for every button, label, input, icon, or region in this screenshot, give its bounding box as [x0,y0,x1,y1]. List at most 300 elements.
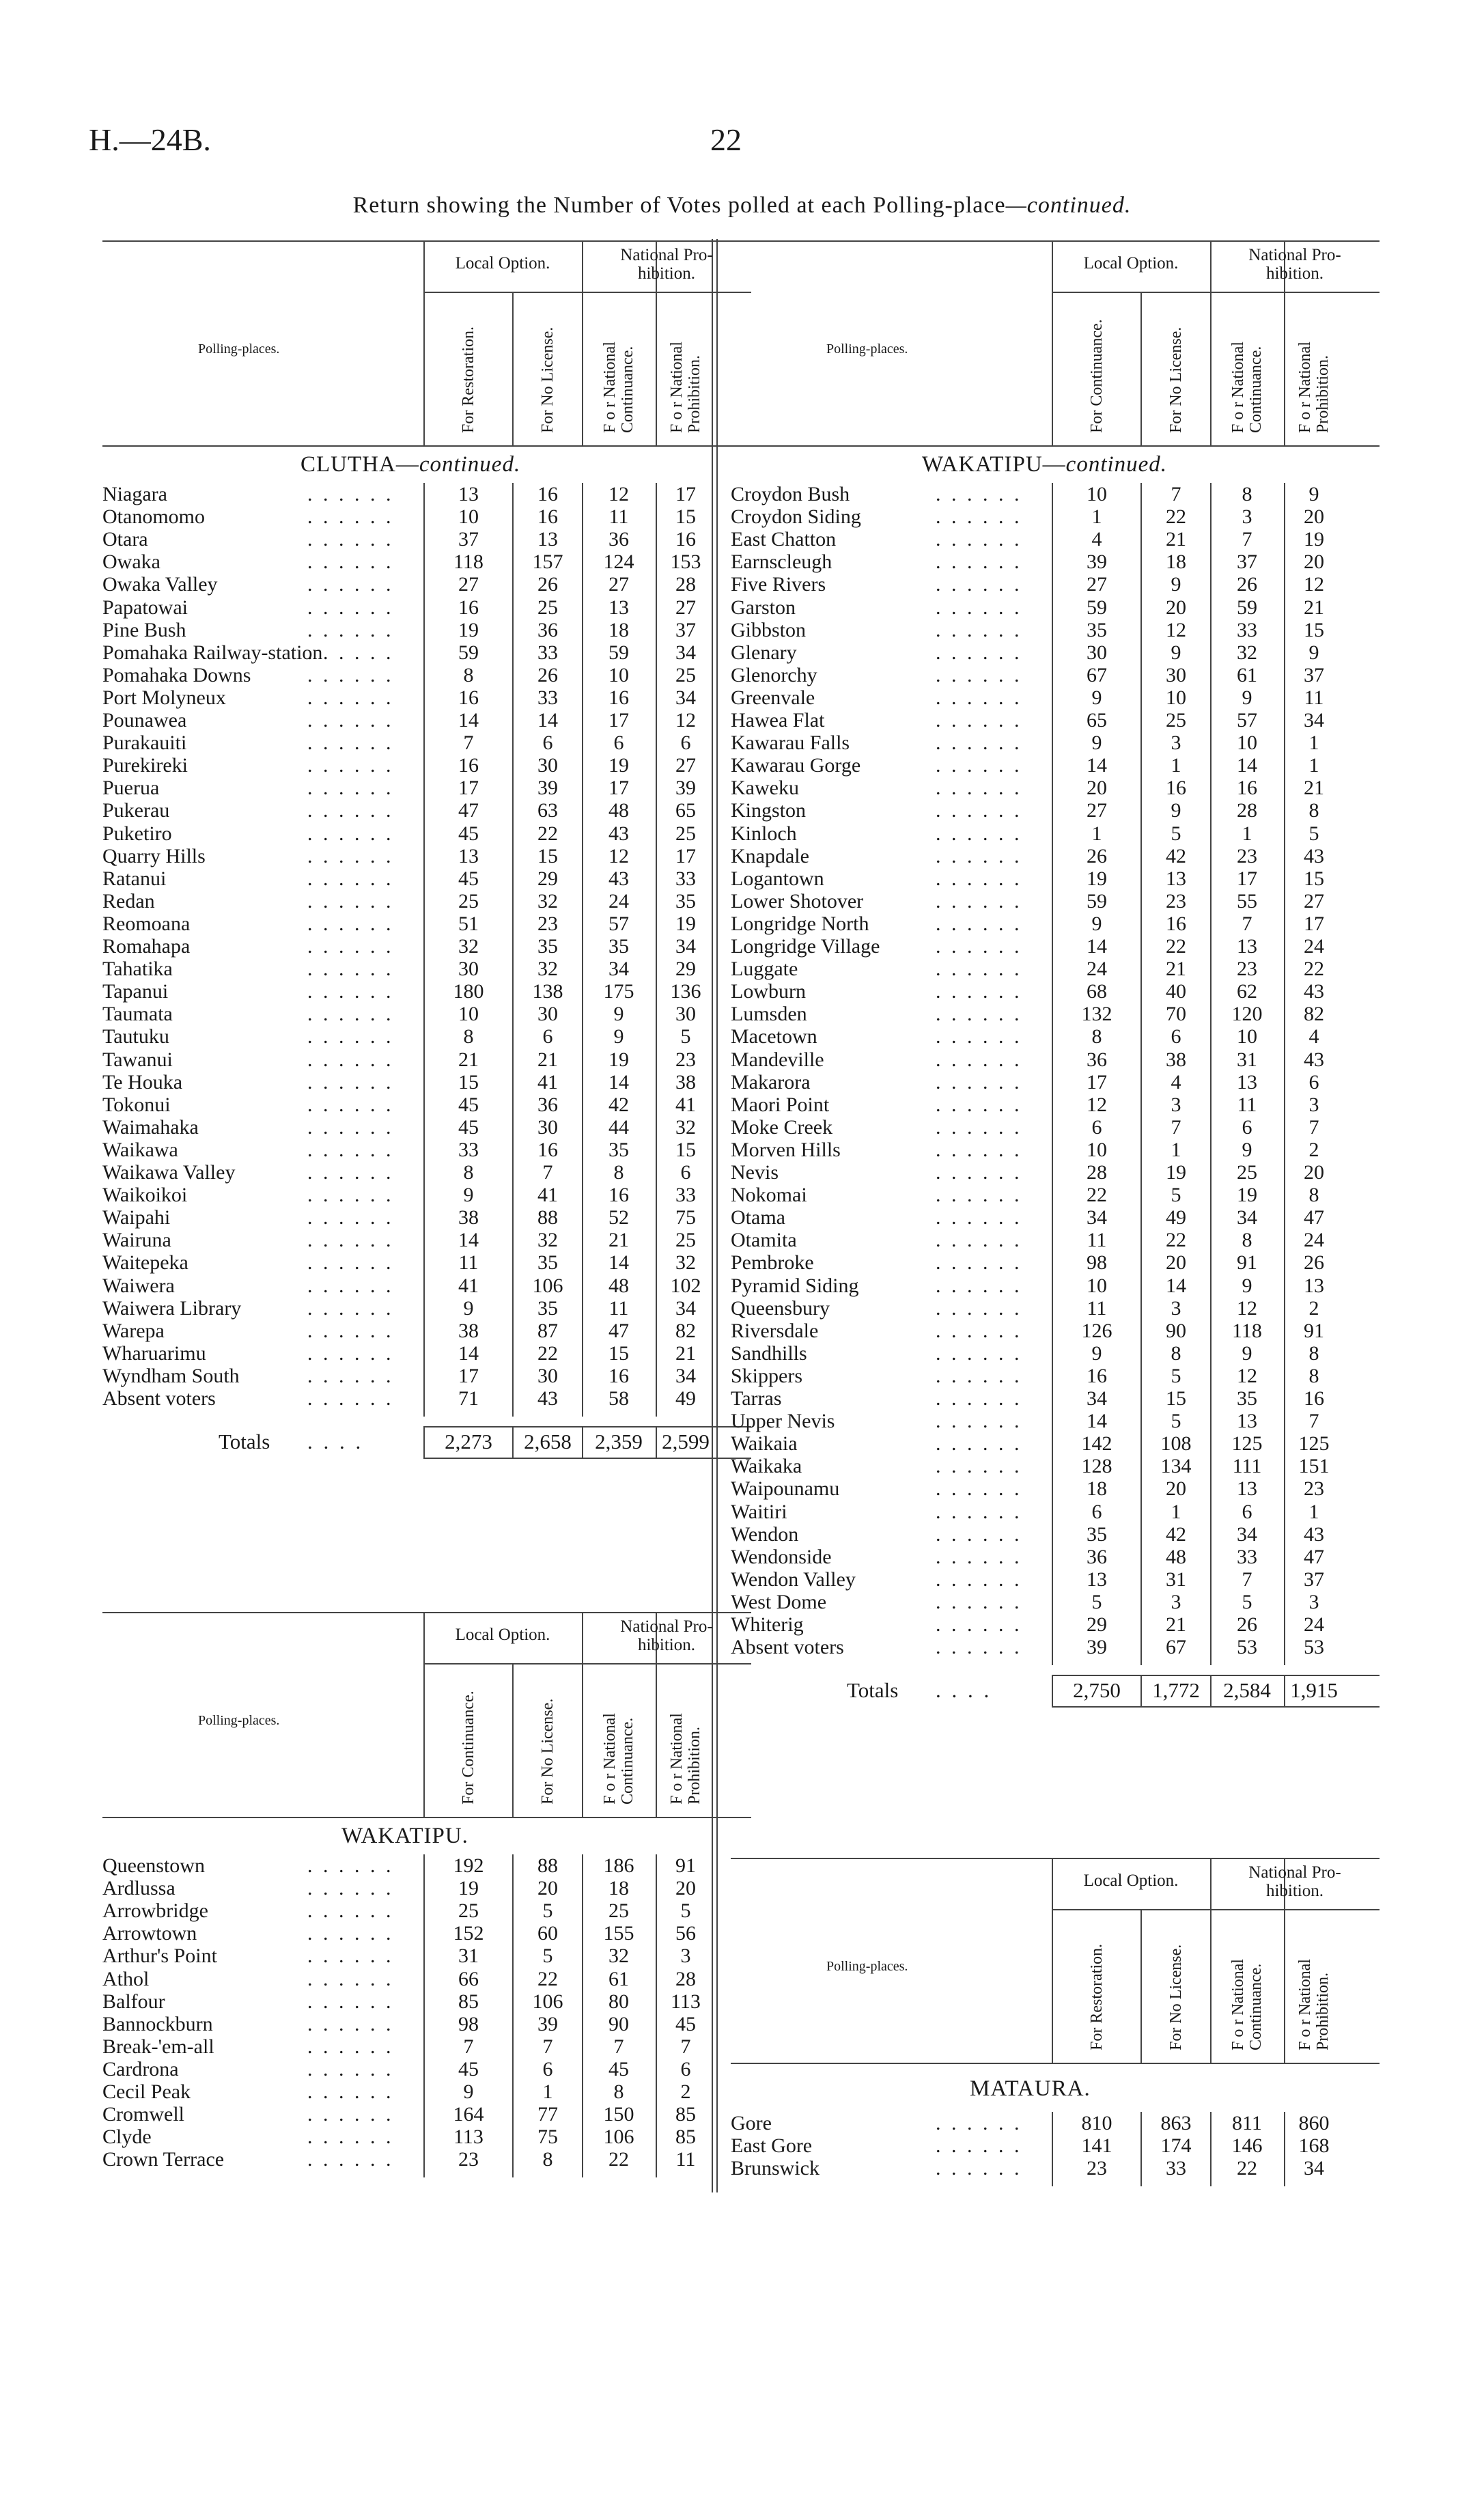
vote-count: 1 [1091,505,1102,529]
vote-count: 8 [1171,1341,1181,1365]
vote-count: 125 [1231,1432,1263,1456]
polling-place-name: Croydon Bush [731,483,850,505]
polling-place-name: Greenvale [731,686,815,709]
polling-place-name: Upper Nevis [731,1410,835,1433]
vote-count: 6 [1242,1500,1252,1523]
vote-count: 17 [675,844,696,867]
table-row [731,528,1380,551]
leader-dots: . . . . . . [307,935,394,958]
national-prohibition-col-heading-text: F o r National Prohibition. [1296,342,1332,433]
vote-count: 33 [675,867,696,890]
vote-count: 48 [608,799,629,822]
leader-dots: . . . . . . [936,2157,1022,2180]
national-prohibition-heading: National Pro- hibition. [1248,246,1341,283]
vote-count: 6 [1308,1070,1319,1094]
header-column-rule [1140,1909,1142,2063]
vote-count: 39 [675,777,696,800]
polling-place-name: Owaka Valley [102,573,218,596]
table-row [102,573,751,596]
vote-count: 20 [1166,1251,1186,1275]
totals-label: Totals [847,1678,899,1703]
vote-count: 32 [675,1251,696,1275]
table-row [102,1945,751,1967]
totals-top-rule [1052,1675,1380,1676]
vote-count: 3 [1171,1093,1181,1116]
vote-count: 41 [675,1093,696,1116]
vote-count: 59 [608,641,629,664]
vote-count: 2 [1308,1296,1319,1320]
polling-place-name: Athol [102,1967,150,1990]
vote-count: 175 [603,980,634,1003]
leader-dots: . . . . . . [936,822,1022,845]
polling-place-name: Port Molyneux [102,686,226,709]
vote-count: 9 [1308,641,1319,664]
table-row [102,483,751,505]
vote-count: 30 [537,1364,558,1387]
polling-place-name: Tokonui [102,1093,171,1116]
totals-column-rule [512,1426,514,1458]
vote-count: 3 [680,1945,691,1968]
vote-count: 113 [453,2126,484,2149]
vote-count: 15 [1304,867,1324,890]
table-row [102,799,751,822]
table-row [731,1025,1380,1048]
leader-dots: . . . . . . [307,2057,394,2080]
leader-dots: . . . . . . [307,1184,394,1207]
polling-place-name: Tautuku [102,1025,169,1048]
vote-count: 1 [1171,1500,1181,1523]
vote-count: 82 [675,1319,696,1342]
vote-count: 7 [1171,483,1181,505]
vote-count: 19 [458,618,479,641]
total-count: 2,273 [445,1430,492,1454]
vote-count: 91 [675,1854,696,1877]
vote-count: 35 [608,935,629,958]
polling-place-name: Pukerau [102,799,170,822]
table-row [731,1161,1380,1184]
vote-count: 24 [1304,935,1324,958]
table-row [731,1094,1380,1116]
vote-count: 14 [608,1251,629,1275]
vote-count: 10 [1087,483,1107,505]
table-row [102,1139,751,1161]
total-count: 2,359 [595,1430,643,1454]
vote-count: 59 [1087,596,1107,619]
table-row [731,1116,1380,1139]
table-row [731,619,1380,641]
polling-place-name: Wendonside [731,1545,832,1568]
vote-count: 38 [675,1070,696,1094]
vote-count: 810 [1081,2112,1112,2134]
polling-place-name: Arrowbridge [102,1899,208,1923]
vote-count: 41 [537,1184,558,1207]
table-row [102,958,751,980]
vote-count: 6 [680,732,691,755]
vote-count: 6 [1171,1025,1181,1048]
leader-dots: . . . . . . [307,1341,394,1365]
vote-count: 14 [1087,1410,1107,1433]
polling-place-name: Wyndham South [102,1364,240,1387]
vote-count: 16 [608,686,629,709]
national-prohibition-heading: National Pro- hibition. [620,246,713,283]
vote-count: 8 [1308,799,1319,822]
vote-count: 20 [1304,505,1324,529]
vote-count: 28 [1087,1161,1107,1184]
polling-place-name: Waikaia [731,1432,798,1456]
vote-count: 34 [1087,1206,1107,1229]
leader-dots: . . . . . . [307,1025,394,1048]
polling-place-name: Gore [731,2112,772,2134]
leader-dots: . . . . . . [307,1093,394,1116]
table-row [102,1048,751,1071]
vote-count: 34 [1304,709,1324,732]
vote-count: 42 [1166,1522,1186,1546]
vote-count: 23 [1237,958,1257,981]
vote-count: 1 [1308,732,1319,755]
vote-count: 9 [613,1025,624,1048]
vote-count: 66 [458,1967,479,1990]
vote-count: 24 [1087,958,1107,981]
leader-dots: . . . . . . [307,641,394,664]
vote-count: 35 [1087,618,1107,641]
vote-count: 9 [1091,686,1102,709]
vote-count: 21 [608,1229,629,1252]
vote-count: 150 [603,2103,634,2126]
vote-count: 35 [608,1138,629,1161]
vote-count: 9 [1242,686,1252,709]
body-column-rule [1052,483,1053,1665]
vote-count: 13 [1237,1477,1257,1501]
vote-count: 30 [1166,663,1186,686]
leader-dots: . . . . . . [936,1364,1022,1387]
header-group-rule [1052,1909,1380,1910]
table-row [731,1003,1380,1025]
table-row [102,890,751,913]
vote-count: 67 [1166,1636,1186,1659]
polling-place-name: Papatowai [102,596,188,619]
polling-place-name: Maori Point [731,1093,830,1116]
vote-count: 7 [680,2035,691,2058]
polling-place-name: Makarora [731,1070,811,1094]
table-row [102,686,751,709]
vote-count: 19 [608,1048,629,1071]
body-column-rule [423,1854,425,2177]
first-option-heading-text: For Restoration. [1088,1944,1106,2050]
table-row [102,913,751,935]
vote-count: 9 [1242,1341,1252,1365]
leader-dots: . . . . . . [936,573,1022,596]
polling-place-name: Ratanui [102,867,167,890]
polling-place-name: Kawarau Gorge [731,754,861,777]
table-row [731,686,1380,709]
vote-count: 12 [1087,1093,1107,1116]
vote-count: 30 [458,958,479,981]
polling-place-name: Ardlussa [102,1877,176,1900]
vote-count: 48 [608,1274,629,1297]
vote-count: 22 [537,1967,558,1990]
table-row [102,2035,751,2058]
vote-count: 8 [613,2080,624,2103]
vote-count: 61 [608,1967,629,1990]
vote-count: 22 [537,822,558,845]
leader-dots: . . . . . . [936,505,1022,529]
table-row [731,1636,1380,1658]
polling-place-name: Warepa [102,1319,165,1342]
vote-count: 34 [1237,1522,1257,1546]
vote-count: 811 [1232,2112,1262,2134]
vote-count: 11 [1304,686,1324,709]
vote-count: 11 [608,505,629,529]
vote-count: 17 [1304,912,1324,935]
leader-dots: . . . . . . [936,641,1022,664]
vote-count: 39 [1087,1636,1107,1659]
vote-count: 20 [675,1877,696,1900]
leader-dots: . . . . . . [307,1138,394,1161]
leader-dots: . . . . . . [307,1854,394,1877]
vote-count: 14 [1237,754,1257,777]
vote-count: 33 [1166,2157,1186,2180]
table-row [731,822,1380,845]
leader-dots: . . . . . . [936,1636,1022,1659]
section-title-continued: continued. [419,452,521,477]
vote-count: 45 [458,1093,479,1116]
vote-count: 9 [1091,732,1102,755]
vote-count: 14 [1087,935,1107,958]
vote-count: 1 [1308,1500,1319,1523]
vote-count: 38 [458,1206,479,1229]
vote-count: 39 [1087,551,1107,574]
no-license-heading-text: For No License. [1167,1944,1185,2050]
leader-dots: . . . . . . [936,1251,1022,1275]
leader-dots: . . . . . . [307,663,394,686]
leader-dots: . . . . . . [936,1500,1022,1523]
vote-count: 1 [1171,1138,1181,1161]
polling-place-name: Crown Terrace [102,2148,225,2171]
leader-dots: . . . . . . [307,505,394,529]
vote-count: 26 [1237,573,1257,596]
vote-count: 152 [453,1922,484,1945]
vote-count: 19 [675,912,696,935]
polling-place-name: Owaka [102,551,160,574]
leader-dots: . . . . . . [936,686,1022,709]
table-row [731,1139,1380,1161]
leader-dots: . . . . . . [936,1093,1022,1116]
polling-place-name: Bannockburn [102,2012,213,2035]
vote-count: 67 [1087,663,1107,686]
leader-dots: . . . . . . [307,1048,394,1071]
total-count: 2,750 [1073,1678,1121,1703]
table-row [731,1342,1380,1365]
first-option-heading-text: For Continuance. [460,1690,477,1805]
vote-count: 33 [458,1138,479,1161]
leader-dots: . . . . . . [936,1115,1022,1139]
polling-place-name: Brunswick [731,2157,820,2180]
vote-count: 13 [608,596,629,619]
polling-place-name: Sandhills [731,1341,807,1365]
vote-count: 17 [608,777,629,800]
vote-count: 52 [608,1206,629,1229]
vote-count: 17 [1087,1070,1107,1094]
vote-count: 23 [537,912,558,935]
vote-count: 3 [1171,1296,1181,1320]
leader-dots: . . . . . . [936,754,1022,777]
vote-count: 16 [608,1184,629,1207]
leader-dots: . . . . . . [936,1432,1022,1456]
leader-dots: . . . . . . [307,912,394,935]
vote-count: 15 [675,1138,696,1161]
vote-count: 3 [1308,1590,1319,1613]
vote-count: 7 [542,1161,553,1184]
table-row [102,551,751,573]
vote-count: 27 [1304,889,1324,913]
vote-count: 1 [1308,754,1319,777]
vote-count: 75 [675,1206,696,1229]
vote-count: 4 [1308,1025,1319,1048]
table-row [731,1546,1380,1568]
leader-dots: . . . . . . [307,889,394,913]
vote-count: 25 [675,663,696,686]
vote-count: 14 [537,709,558,732]
polling-place-name: Croydon Siding [731,505,861,529]
vote-count: 10 [1087,1274,1107,1297]
vote-count: 30 [537,754,558,777]
leader-dots: . . . . . . [307,1206,394,1229]
body-column-rule [1140,483,1142,1665]
vote-count: 47 [1304,1206,1324,1229]
national-continuance-heading-text: F o r National Continuance. [601,342,636,433]
vote-count: 153 [670,551,701,574]
polling-place-name: Absent voters [102,1387,216,1410]
vote-count: 16 [537,1138,558,1161]
polling-place-name: Balfour [102,1990,165,2013]
vote-count: 31 [458,1945,479,1968]
totals-bottom-rule [423,1458,751,1459]
vote-count: 21 [537,1048,558,1071]
vote-count: 102 [670,1274,701,1297]
total-count: 2,599 [662,1430,710,1454]
vote-count: 38 [1166,1048,1186,1071]
polling-places-heading: Polling-places. [826,342,908,357]
vote-count: 34 [1087,1387,1107,1410]
section-title-text: MATAURA. [970,2076,1091,2101]
vote-count: 26 [1087,844,1107,867]
leader-dots: . . . . . . [307,1115,394,1139]
polling-place-name: Clyde [102,2126,152,2149]
leader-dots: . . . . . . [307,596,394,619]
vote-count: 5 [1171,1410,1181,1433]
polling-place-name: Kingston [731,799,807,822]
section-title [300,452,520,477]
vote-count: 164 [453,2103,484,2126]
polling-place-name: Waikaka [731,1455,802,1478]
body-column-rule [582,483,583,1417]
vote-count: 1 [1171,754,1181,777]
vote-count: 36 [537,618,558,641]
table-row [102,867,751,890]
leader-dots: . . . . . . [936,958,1022,981]
table-row [102,1922,751,1945]
vote-count: 2 [680,2080,691,2103]
polling-place-name: Lowburn [731,980,806,1003]
vote-count: 80 [608,1990,629,2013]
table-row [731,1048,1380,1071]
vote-count: 16 [1087,1364,1107,1387]
vote-count: 17 [675,483,696,505]
vote-count: 47 [1304,1545,1324,1568]
vote-count: 82 [1304,1003,1324,1026]
leader-dots: . . . . . . [307,844,394,867]
table-row [102,1003,751,1025]
polling-place-name: Waikawa [102,1138,178,1161]
vote-count: 8 [463,1161,474,1184]
leader-dots: . . . . . . [936,1138,1022,1161]
vote-count: 12 [1166,618,1186,641]
body-column-rule [1284,483,1285,1665]
leader-dots: . . . . . . [307,483,394,505]
vote-count: 27 [1087,799,1107,822]
polling-place-name: Wharuarimu [102,1341,206,1365]
polling-place-name: Pyramid Siding [731,1274,859,1297]
table-row [102,596,751,619]
vote-count: 860 [1298,2112,1330,2134]
vote-count: 71 [458,1387,479,1410]
section-title [970,2076,1091,2102]
vote-count: 15 [675,505,696,529]
vote-count: 3 [1242,505,1252,529]
vote-count: 37 [458,528,479,551]
table-row [102,1251,751,1274]
leader-dots: . . . . . . [307,799,394,822]
leader-dots: . . . . . . [307,1387,394,1410]
table-row [731,1184,1380,1206]
vote-count: 30 [675,1003,696,1026]
vote-count: 88 [537,1206,558,1229]
vote-count: 45 [458,822,479,845]
body-column-rule [656,483,657,1417]
polling-place-name: Otanomomo [102,505,205,529]
vote-count: 16 [537,505,558,529]
vote-count: 41 [537,1070,558,1094]
vote-count: 7 [1242,1568,1252,1591]
vote-count: 29 [675,958,696,981]
leader-dots: . . . . . . [307,1922,394,1945]
table-row [102,1229,751,1251]
vote-count: 16 [1237,777,1257,800]
vote-count: 21 [675,1341,696,1365]
table-row [731,1297,1380,1320]
vote-count: 18 [1166,551,1186,574]
vote-count: 5 [1171,1184,1181,1207]
polling-place-name: Wairuna [102,1229,171,1252]
vote-count: 6 [680,1161,691,1184]
table-row [102,619,751,641]
vote-count: 38 [458,1319,479,1342]
total-count: 2,658 [524,1430,572,1454]
polling-place-name: Kaweku [731,777,799,800]
vote-count: 59 [1237,596,1257,619]
vote-count: 8 [1242,483,1252,505]
totals-top-rule [423,1426,751,1427]
header-column-rule [512,292,514,445]
vote-count: 36 [1087,1048,1107,1071]
vote-count: 7 [1171,1115,1181,1139]
national-continuance-heading-text: F o r National Continuance. [601,1713,636,1805]
vote-count: 27 [1087,573,1107,596]
polling-place-name: Nokomai [731,1184,807,1207]
vote-count: 24 [608,889,629,913]
table-row [102,1206,751,1229]
vote-count: 14 [458,1229,479,1252]
